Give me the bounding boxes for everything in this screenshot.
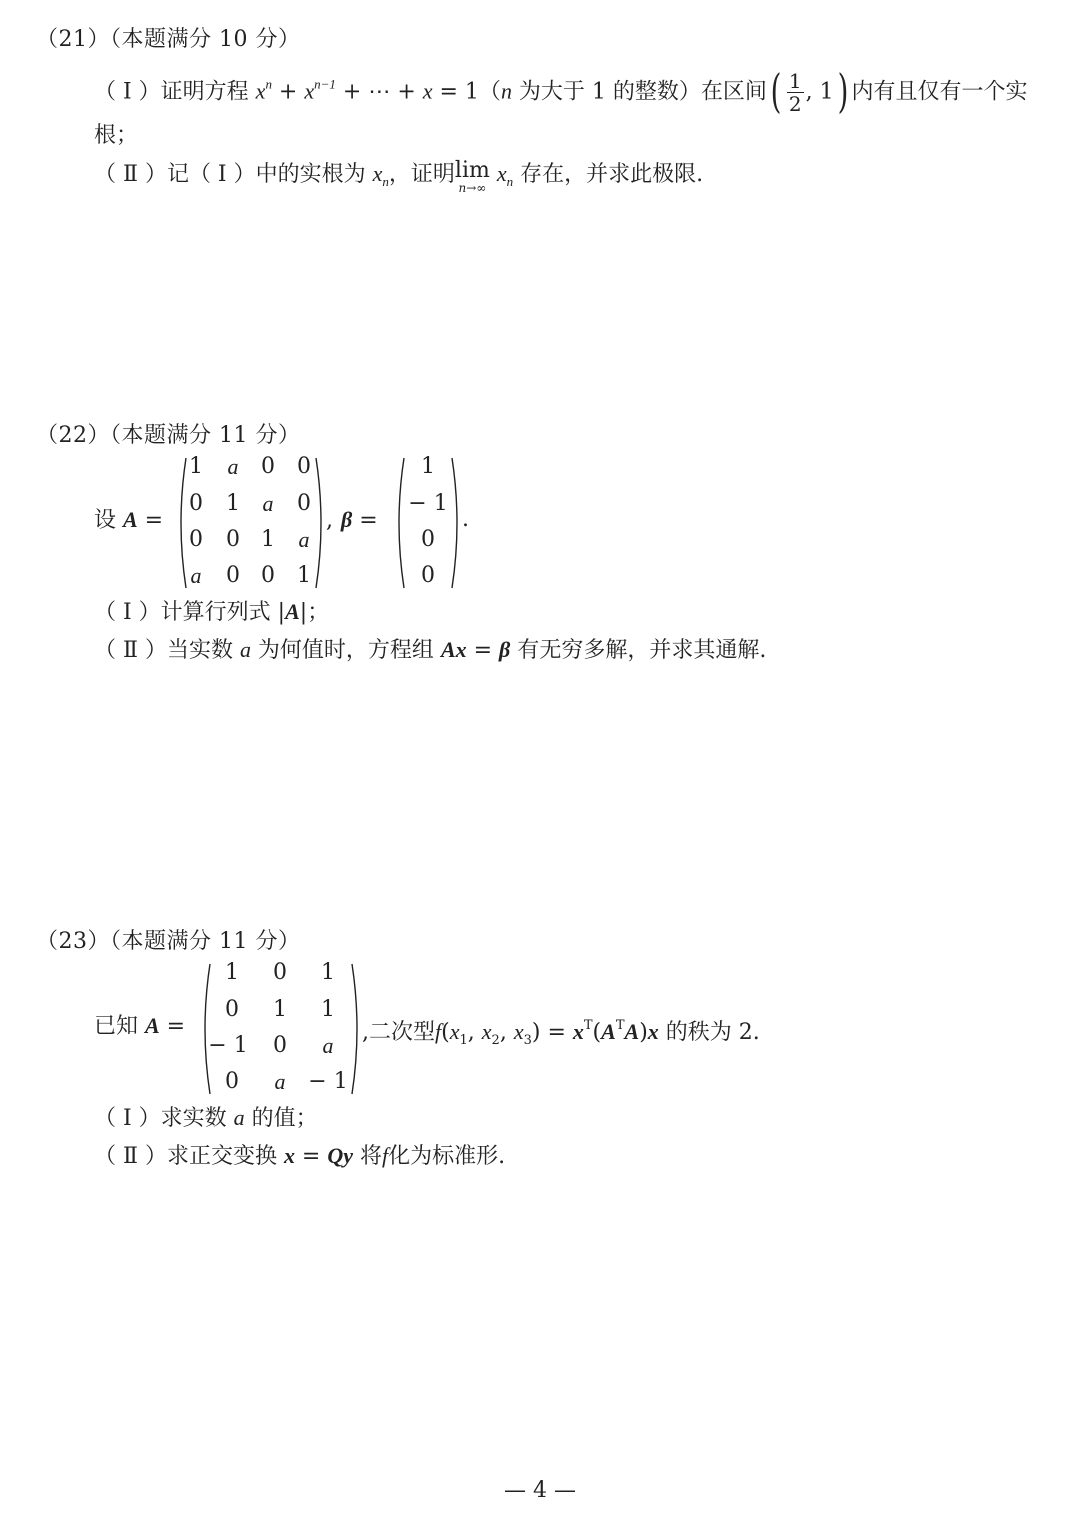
q22-beta-vector (396, 454, 460, 592)
beta-symbol: β (341, 507, 353, 532)
vector-x: x (572, 1019, 584, 1044)
plus: + (271, 79, 305, 105)
matrix-cell: 0 (225, 1069, 239, 1094)
matrix-cell: 1 (261, 527, 275, 552)
vector-cell: 0 (421, 527, 435, 552)
sub-1: 1 (459, 1033, 468, 1048)
limit-operator (455, 160, 490, 194)
q22-part2 (94, 636, 766, 665)
var-x: x (422, 78, 433, 104)
matrix-cell: 0 (273, 960, 287, 985)
matrix-cell: a (298, 527, 310, 552)
paren-close: ) (639, 1020, 648, 1045)
paren-open: ( (441, 1020, 450, 1045)
matrix-A-symbol: A (145, 1013, 160, 1038)
paren-open: ( (592, 1020, 602, 1045)
var-x: x (481, 1019, 492, 1044)
vector-x: x (283, 1143, 295, 1168)
var-x: x (372, 161, 383, 186)
q21-part2-mid: ，证明 (388, 162, 455, 187)
q23-part2-suffix: 化为标准形. (388, 1144, 506, 1169)
lim-subscript: n→∞ (458, 181, 487, 195)
matrix-A-symbol: A (624, 1019, 640, 1044)
transpose: T (583, 1018, 593, 1033)
sub-2: 2 (491, 1033, 500, 1048)
paren-close: ) (531, 1020, 541, 1045)
var-a: a (233, 1105, 245, 1130)
sub-n: n (506, 174, 514, 189)
exp-n-minus-1: n−1 (314, 76, 336, 92)
fraction-half (787, 70, 804, 115)
q21-part2-prefix: （ Ⅱ ）记（ Ⅰ ）中的实根为 (94, 162, 373, 187)
matrix-cell: 1 (225, 960, 239, 985)
interval-end: , 1 (805, 79, 834, 105)
q23-quadratic-form: ,二次型$f(x_1$, $x_2$, $x_3) = x^T(A^TA)x$ 的秩为 2. (362, 1018, 760, 1048)
comma: , (326, 508, 333, 533)
q23-part1-prefix: （ Ⅰ ）求实数 (94, 1106, 234, 1131)
lim-text: lim (454, 158, 490, 183)
var-x: x (496, 161, 507, 186)
matrix-cell: a (262, 491, 274, 516)
left-paren: ( (770, 63, 782, 118)
var-f: f (435, 1019, 442, 1044)
q21-part1 (94, 63, 1028, 118)
q21-header: （21）（本题满分 10 分） (36, 27, 301, 52)
matrix-cell: 0 (225, 997, 239, 1022)
matrix-cell: 1 (189, 454, 203, 479)
equals: = (137, 508, 164, 533)
matrix-cell: 0 (261, 454, 275, 479)
matrix-cell: 0 (273, 1033, 287, 1058)
set-text: 设 (94, 508, 123, 533)
equals: = (540, 1020, 573, 1045)
Qy-symbol: Qy (327, 1143, 354, 1168)
matrix-cell: a (227, 454, 239, 479)
matrix-cell: a (274, 1069, 286, 1094)
q23-part2-prefix: （ Ⅱ ）求正交变换 (94, 1144, 284, 1169)
known-text: 已知 (94, 1014, 145, 1039)
q22-beta-label (326, 506, 378, 535)
equals: = (466, 638, 500, 663)
dots: + ⋯ + (335, 79, 423, 105)
transpose: T (615, 1018, 625, 1033)
matrix-cell: 0 (189, 491, 203, 516)
matrix-cell: 0 (226, 563, 240, 588)
right-paren: ) (837, 63, 848, 118)
beta-symbol: β (499, 637, 511, 662)
matrix-cell: 1 (273, 997, 287, 1022)
q23-header: （23）（本题满分 11 分） (36, 929, 301, 954)
q21-part1-cont: 根； (94, 123, 139, 148)
matrix-cell: 0 (261, 563, 275, 588)
matrix-cell: 0 (226, 527, 240, 552)
equals: = (294, 1144, 328, 1169)
vector-cell: 0 (421, 563, 435, 588)
matrix-cell: − 1 (208, 1033, 248, 1058)
matrix-cell: 0 (297, 454, 311, 479)
frac-denominator: 2 (788, 92, 802, 116)
q21-part2-suffix: 存在，并求此极限. (513, 162, 704, 187)
vector-x: x (647, 1019, 659, 1044)
equals: = (352, 508, 378, 533)
q22-matrix-A (176, 454, 326, 592)
page-number: — 4 — (504, 1478, 576, 1503)
sub-3: 3 (523, 1033, 532, 1048)
matrix-cell: 0 (297, 491, 311, 516)
var-x: x (304, 78, 315, 104)
var-f: f (382, 1143, 389, 1168)
matrix-A-symbol: A (285, 599, 300, 624)
quad-form-text: ,二次型 (362, 1020, 435, 1045)
matrix-cell: 1 (321, 960, 335, 985)
matrix-cell: − 1 (308, 1069, 348, 1094)
q23-part1-suffix: 的值； (244, 1106, 318, 1131)
q23-part2 (94, 1142, 505, 1171)
q22-def-label (94, 506, 163, 535)
matrix-A-symbol: A (123, 507, 138, 532)
var-x: x (449, 1019, 460, 1044)
q23-part2-mid: 将 (353, 1144, 383, 1169)
q21-part2 (94, 160, 703, 196)
sub-n: n (382, 174, 389, 189)
equals-one: = 1（ (432, 79, 501, 105)
q21-part1-mid: 为大于 1 的整数）在区间 (511, 79, 767, 105)
q22-part1 (94, 598, 329, 627)
q22-period: . (462, 507, 469, 532)
Ax-symbol: Ax (440, 637, 467, 662)
q22-part2-mid: 为何值时，方程组 (250, 638, 441, 663)
q22-header: （22）（本题满分 11 分） (36, 423, 301, 448)
matrix-cell: a (322, 1033, 334, 1058)
matrix-cell: a (190, 563, 202, 588)
vector-cell: 1 (421, 454, 435, 479)
var-n: n (500, 78, 512, 104)
q22-part2-suffix: 有无穷多解，并求其通解. (517, 638, 767, 663)
q23-def-label (94, 1012, 185, 1041)
q22-part1-prefix: （ Ⅰ ）计算行列式 | (94, 600, 286, 625)
q21-part1-prefix: （ Ⅰ ）证明方程 (94, 79, 256, 105)
matrix-A-symbol: A (601, 1019, 616, 1044)
matrix-cell: 1 (226, 491, 240, 516)
vector-cell: − 1 (408, 491, 448, 516)
frac-numerator: 1 (788, 69, 802, 93)
equals: = (159, 1014, 186, 1039)
var-x: x (513, 1019, 524, 1044)
matrix-cell: 1 (321, 997, 335, 1022)
q22-part2-prefix: （ Ⅱ ）当实数 (94, 638, 240, 663)
matrix-cell: 1 (297, 563, 311, 588)
var-a: a (239, 637, 251, 662)
rank-text: 的秩为 2. (658, 1020, 760, 1045)
q21-part1-suffix: 内有且仅有一个实 (851, 79, 1028, 105)
q23-matrix-A (200, 960, 360, 1098)
q22-part1-suffix: |； (299, 600, 330, 625)
var-x: x (255, 78, 266, 104)
matrix-cell: 0 (189, 527, 203, 552)
exp-n: n (265, 76, 272, 92)
q23-part1 (94, 1104, 318, 1133)
